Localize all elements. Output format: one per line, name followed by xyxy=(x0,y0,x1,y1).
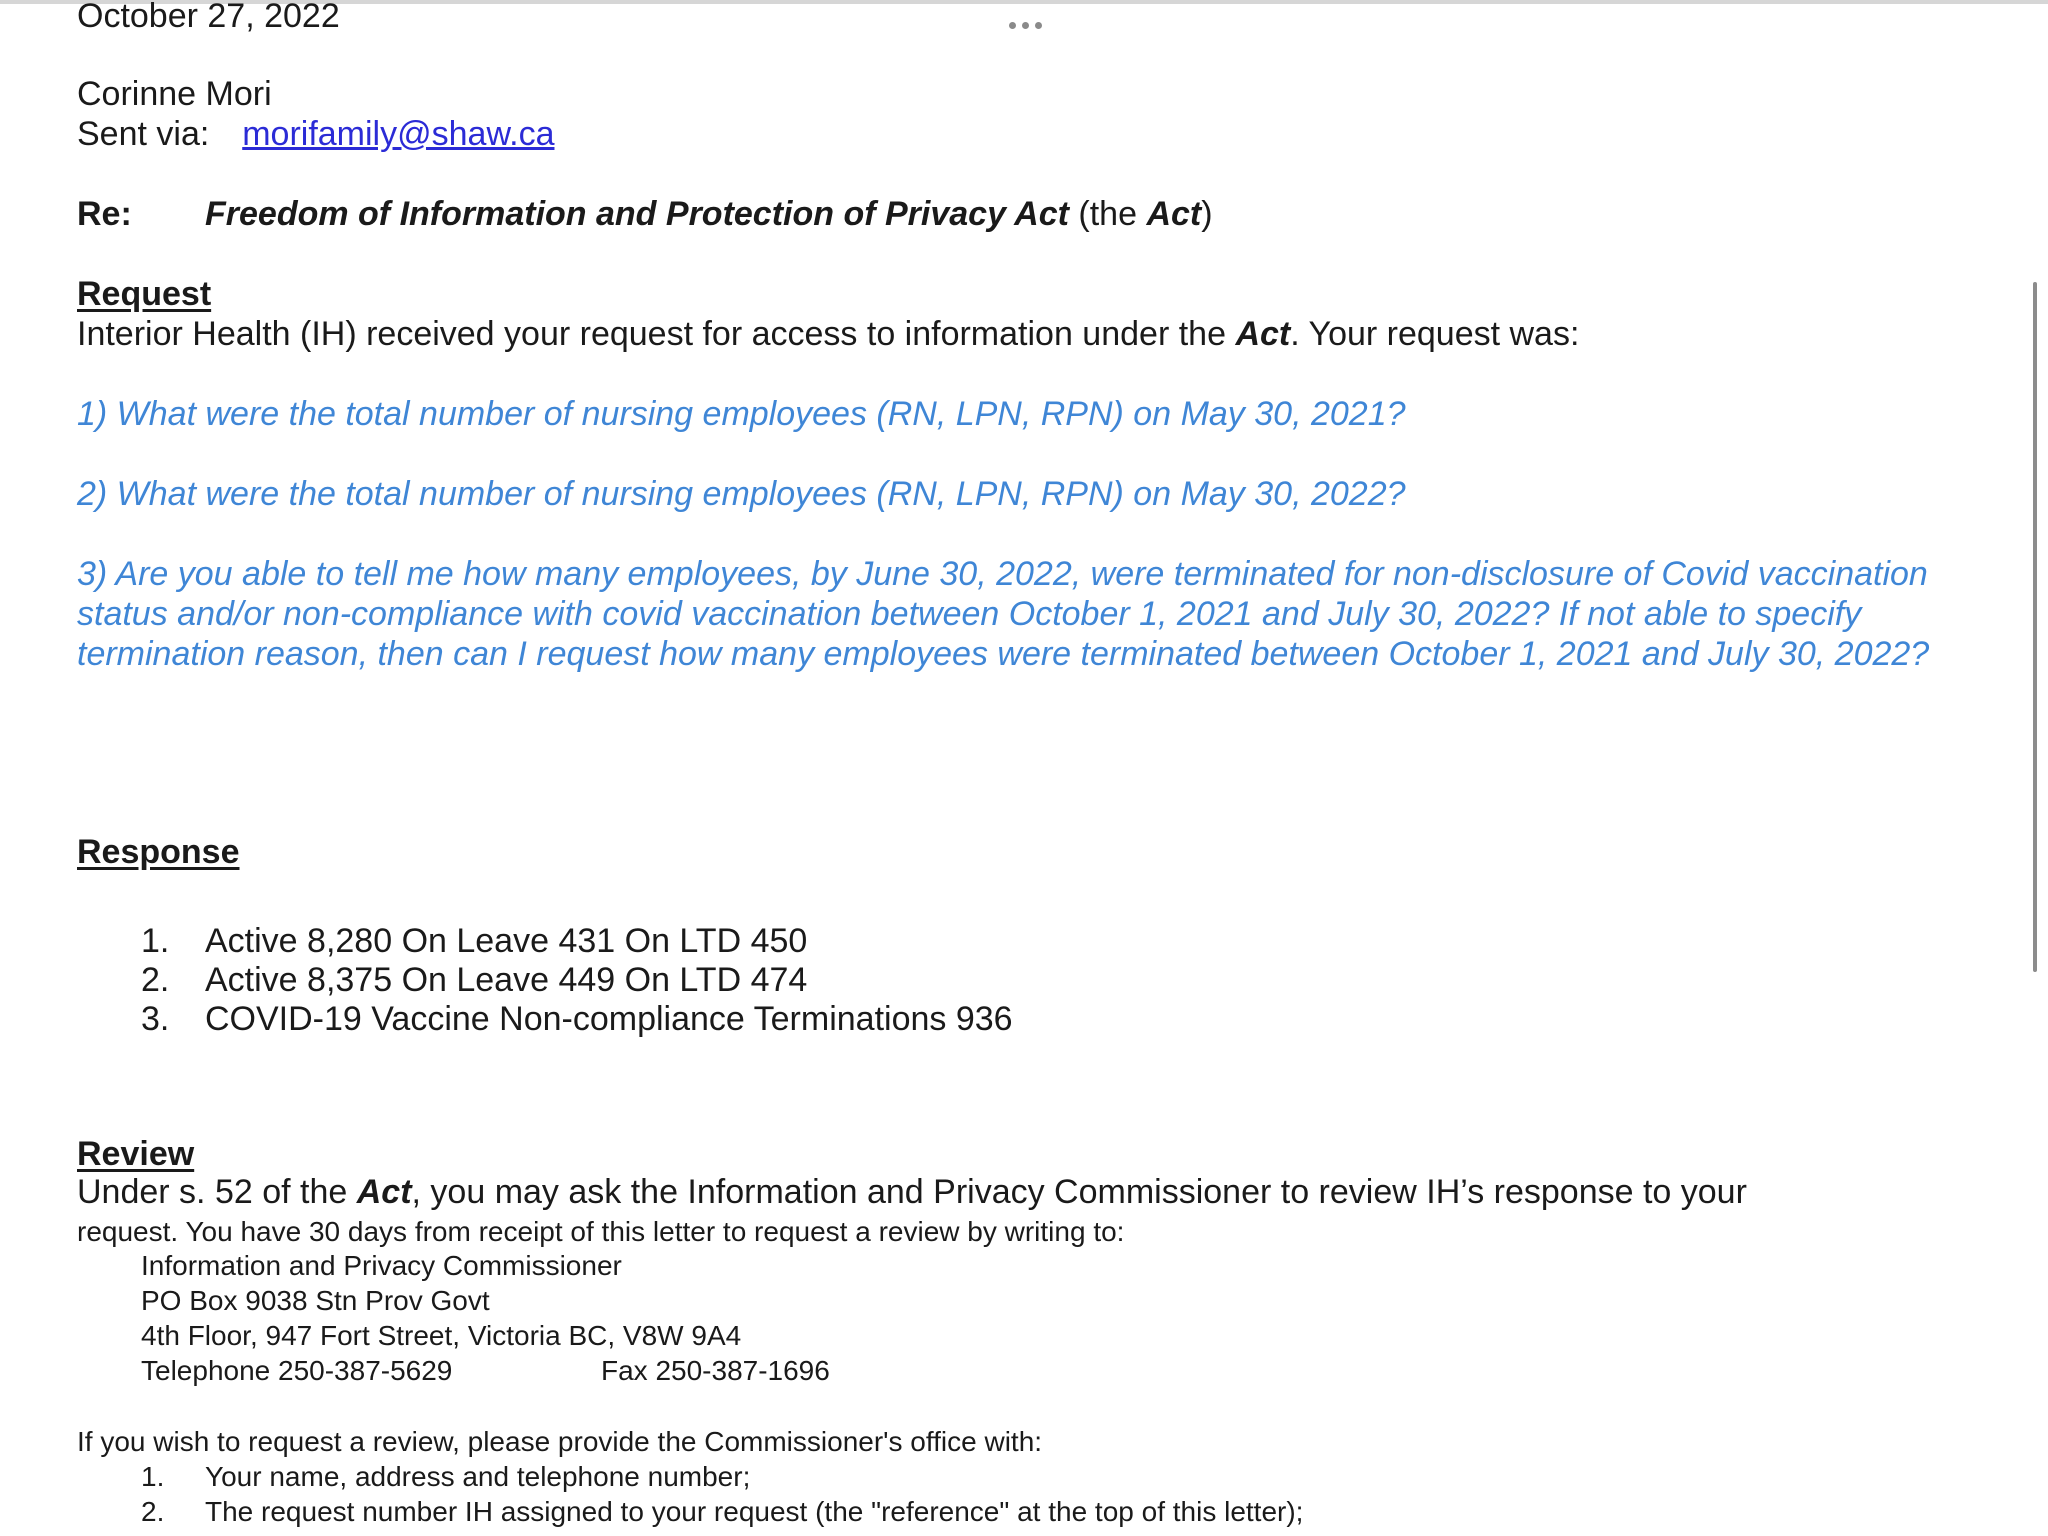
review-heading: Review xyxy=(77,1135,195,1173)
contact-line xyxy=(141,1353,830,1388)
request-intro xyxy=(77,314,1579,354)
re-the: (the xyxy=(1068,195,1147,233)
review-paragraph-line2: request. You have 30 days from receipt of this letter to request a review by writing to: xyxy=(77,1216,1125,1247)
address-line: 4th Floor, 947 Fort Street, Victoria BC, V8W 9A4 xyxy=(141,1320,742,1351)
telephone: Telephone 250-387-5629 xyxy=(141,1355,453,1386)
question-3: 3) Are you able to tell me how many employees, by June 30, 2022, were terminated for non-disclosure of Covid vaccination status and/or non-compliance with covid vaccination between October 1, 2021 and July 30, 2022? If not able to specify termination reason, then can I request how many employees were terminated between October 1, 2021 and July 30, 2022? xyxy=(77,555,1930,673)
recipient-name: Corinne Mori xyxy=(77,75,272,113)
commissioner-address xyxy=(141,1248,830,1388)
response-item: 1. Active 8,280 On Leave 431 On LTD 450 xyxy=(141,922,808,960)
request-heading: Request xyxy=(77,275,212,313)
request-intro-prefix: Interior Health (IH) received your request for access to information under the xyxy=(77,315,1236,353)
sent-via-label: Sent via: xyxy=(77,115,210,153)
response-heading: Response xyxy=(77,833,240,871)
response-item: 2. Active 8,375 On Leave 449 On LTD 474 xyxy=(141,961,808,999)
address-line: Information and Privacy Commissioner xyxy=(141,1250,622,1281)
fax: Fax 250-387-1696 xyxy=(601,1355,830,1386)
subject-line xyxy=(77,194,1213,234)
address-line: PO Box 9038 Stn Prov Govt xyxy=(141,1285,490,1316)
scrollbar[interactable] xyxy=(2033,282,2037,972)
review-requirements-list xyxy=(141,1459,1303,1529)
act-title: Freedom of Information and Protection of Privacy Act xyxy=(205,195,1069,233)
response-item: 3. COVID-19 Vaccine Non-compliance Terminations 936 xyxy=(141,1000,1013,1038)
letter-date: October 27, 2022 xyxy=(77,0,340,35)
review-act: Act xyxy=(356,1173,412,1211)
list-item: 2. The request number IH assigned to your request (the "reference" at the top of this letter); xyxy=(141,1496,1304,1527)
act-short: Act xyxy=(1146,195,1202,233)
request-intro-suffix: . Your request was: xyxy=(1290,315,1580,353)
response-list xyxy=(141,922,1013,1039)
review-instructions: If you wish to request a review, please provide the Commissioner's office with: xyxy=(77,1426,1043,1457)
list-item: 1. Your name, address and telephone number; xyxy=(141,1461,751,1492)
more-options-icon[interactable] xyxy=(1001,14,1049,36)
request-intro-act: Act xyxy=(1235,315,1291,353)
recipient-email-link[interactable]: morifamily@shaw.ca xyxy=(242,115,555,153)
question-1: 1) What were the total number of nursing employees (RN, LPN, RPN) on May 30, 2021? xyxy=(77,395,1406,433)
question-2: 2) What were the total number of nursing employees (RN, LPN, RPN) on May 30, 2022? xyxy=(77,475,1406,513)
re-close: ) xyxy=(1201,195,1213,233)
re-label: Re: xyxy=(77,195,132,233)
review-paragraph-line1: Under s. 52 of the Act, you may ask the Information and Privacy Commissioner to review IH’s response to your xyxy=(77,1173,1747,1211)
sent-via-line xyxy=(77,114,554,154)
